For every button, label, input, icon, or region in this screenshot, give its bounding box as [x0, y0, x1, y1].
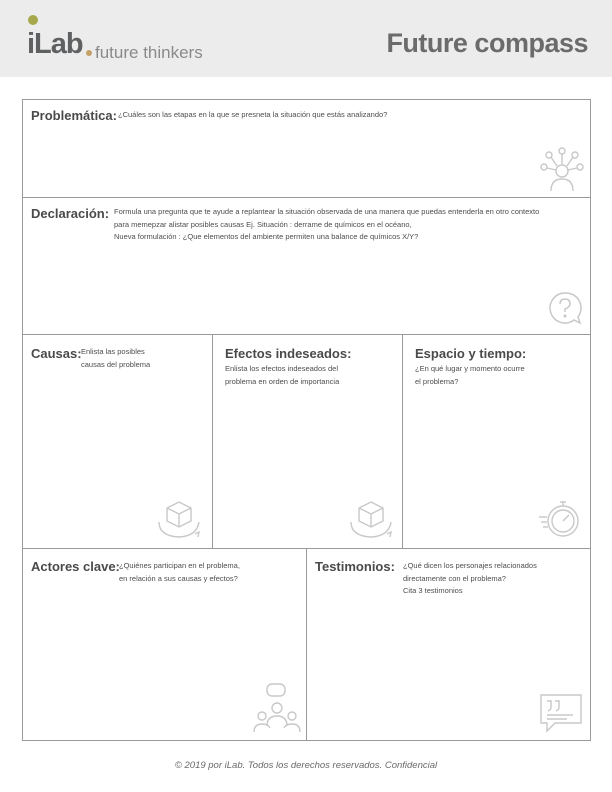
cube-rotate-icon — [347, 498, 395, 542]
section-testimonios[interactable] — [307, 549, 590, 740]
section-label: Problemática: — [31, 108, 117, 123]
section-label: Declaración: — [31, 206, 110, 221]
logo-text: iLab — [27, 28, 83, 60]
footer-copyright: © 2019 por iLab. Todos los derechos reservados. Confidencial — [174, 760, 438, 771]
group-chat-icon — [253, 682, 301, 734]
section-description: Formula una pregunta que te ayude a replantear la situación observada de una manera que puedas entenderla en otro contexto para memepzar alistar posibles causas Ej. Situación : derrame de químicos en el océano, Nueva formulación : ¿Que elementos del ambiente permiten una balance de químicos X/Y? — [114, 207, 540, 241]
section-espacio[interactable] — [403, 335, 590, 549]
header-bar — [0, 0, 612, 77]
section-actores[interactable] — [23, 549, 307, 740]
section-label: Espacio y tiempo: — [415, 346, 527, 361]
page-title: Future compass — [386, 28, 588, 58]
section-efectos[interactable] — [213, 335, 403, 549]
section-description: ¿Quiénes participan en el problema, en relación a sus causas y efectos? — [119, 561, 240, 583]
section-description: ¿En qué lugar y momento ocurre el problema? — [415, 364, 525, 386]
section-label: Causas: — [31, 346, 82, 361]
section-label: Testimonios: — [315, 559, 395, 574]
stopwatch-icon — [537, 495, 583, 541]
logo-separator-dot — [86, 50, 92, 56]
section-description: Enlista las posibles causas del problema — [81, 347, 151, 369]
section-problematica[interactable] — [23, 100, 590, 198]
quote-bubble-icon — [537, 687, 585, 735]
ilab-logo — [27, 14, 217, 64]
people-network-icon — [539, 145, 585, 193]
cube-rotate-icon — [155, 498, 203, 542]
section-description: ¿Cuáles son las etapas en la que se presneta la situación que estás analizando? — [118, 110, 388, 119]
canvas-grid — [22, 99, 591, 741]
question-bubble-icon — [547, 290, 583, 326]
section-declaracion[interactable] — [23, 198, 590, 335]
section-causas[interactable] — [23, 335, 213, 549]
logo-tagline: future thinkers — [95, 43, 203, 62]
section-label: Actores clave: — [31, 559, 120, 574]
logo-dot — [28, 15, 38, 25]
section-label: Efectos indeseados: — [225, 346, 352, 361]
section-description: ¿Qué dicen los personajes relacionados directamente con el problema? Cita 3 testimonios — [403, 561, 537, 595]
section-description: Enlista los efectos indeseados del problema en orden de importancia — [225, 364, 340, 386]
